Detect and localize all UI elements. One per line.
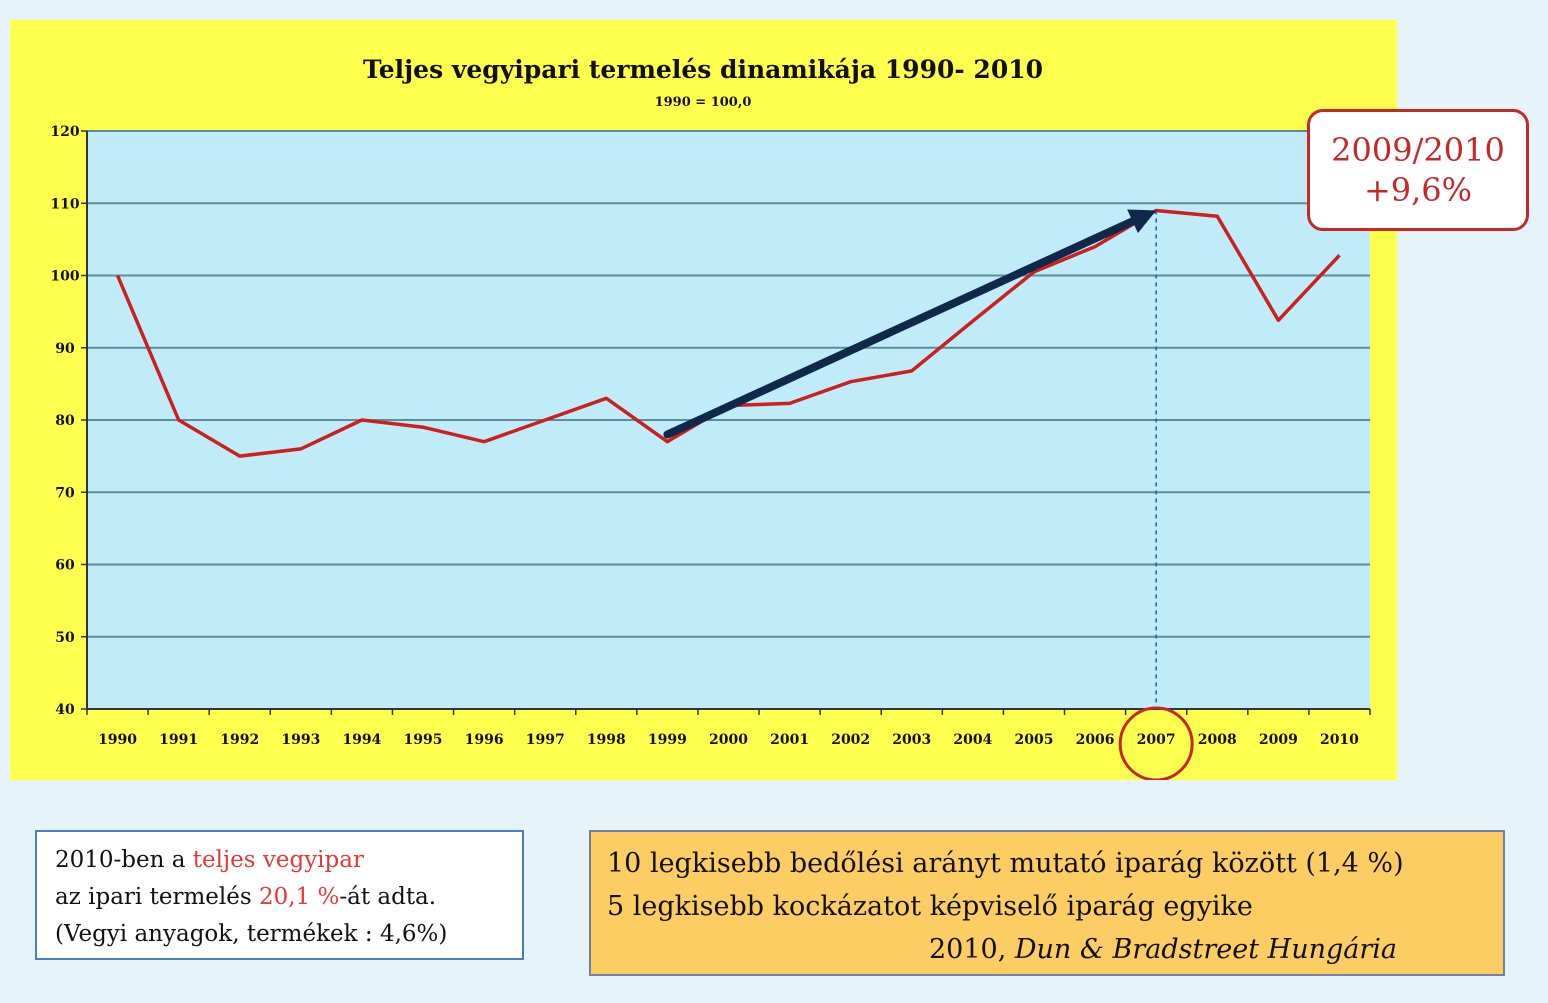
line-chart <box>10 20 1397 780</box>
note-line-1 <box>55 842 522 879</box>
source-line <box>607 928 1503 971</box>
y-tick-label: 40 <box>55 702 75 718</box>
risk-ranking-note <box>589 830 1505 976</box>
ranking-line-1: 10 legkisebb bedőlési arányt mutató iparág között (1,4 %) <box>607 848 1404 879</box>
x-tick-label: 2009 <box>1258 732 1298 748</box>
x-tick-label: 1991 <box>159 732 199 748</box>
x-tick-label: 1999 <box>647 732 687 748</box>
x-tick-label: 2008 <box>1197 732 1237 748</box>
source-year: 2010, <box>929 934 1015 965</box>
y-tick-label: 120 <box>50 124 80 140</box>
note-text: -át adta. <box>339 884 437 910</box>
note-text: az ipari termelés <box>55 884 259 910</box>
y-tick-label: 80 <box>55 413 75 429</box>
x-tick-label: 2002 <box>831 732 871 748</box>
x-tick-label: 1997 <box>525 732 565 748</box>
x-tick-labels <box>98 732 1359 748</box>
note-line-2 <box>55 879 522 916</box>
x-tick-label: 2005 <box>1014 732 1054 748</box>
y-tick-label: 60 <box>55 557 75 574</box>
chart-title: Teljes vegyipari termelés dinamikája 1990- 2010 <box>362 55 1044 84</box>
note-highlight: 20,1 % <box>258 884 340 910</box>
y-tick-label: 100 <box>50 268 80 285</box>
callout-line-1: 2009/2010 <box>1331 131 1505 169</box>
x-tick-label: 1996 <box>464 732 504 748</box>
note-line-3: (Vegyi anyagok, termékek : 4,6%) <box>55 921 448 947</box>
y-tick-label: 50 <box>55 629 75 646</box>
x-tick-label: 2000 <box>709 732 748 748</box>
chart-panel <box>10 20 1397 780</box>
note-highlight: teljes vegyipar <box>192 847 364 873</box>
x-tick-label: 2004 <box>953 732 993 748</box>
industry-share-note <box>35 830 524 960</box>
y-tick-label: 70 <box>55 485 75 502</box>
x-tick-label: 1998 <box>586 732 626 748</box>
x-tick-label: 2010 <box>1319 732 1359 748</box>
y-tick-label: 110 <box>50 196 80 213</box>
ranking-line-2: 5 legkisebb kockázatot képviselő iparág egyike <box>607 891 1253 922</box>
chart-subtitle: 1990 = 100,0 <box>654 95 752 110</box>
x-tick-label: 2001 <box>770 732 810 748</box>
x-tick-label: 2003 <box>892 732 932 748</box>
callout-line-2: +9,6% <box>1363 171 1473 209</box>
x-tick-label: 1992 <box>220 732 260 748</box>
x-tick-label: 1990 <box>98 732 138 748</box>
y-tick-label: 90 <box>55 340 75 357</box>
x-tick-label: 1993 <box>281 732 321 748</box>
x-tick-label: 2006 <box>1075 732 1115 748</box>
x-tick-label: 2007 <box>1136 732 1176 748</box>
y-tick-labels <box>50 124 79 718</box>
source-name: Dun & Bradstreet Hungária <box>1014 934 1397 965</box>
x-tick-label: 1995 <box>403 732 443 748</box>
x-tick-label: 1994 <box>342 732 382 748</box>
growth-callout <box>1307 109 1529 231</box>
note-text: 2010-ben a <box>55 847 193 873</box>
